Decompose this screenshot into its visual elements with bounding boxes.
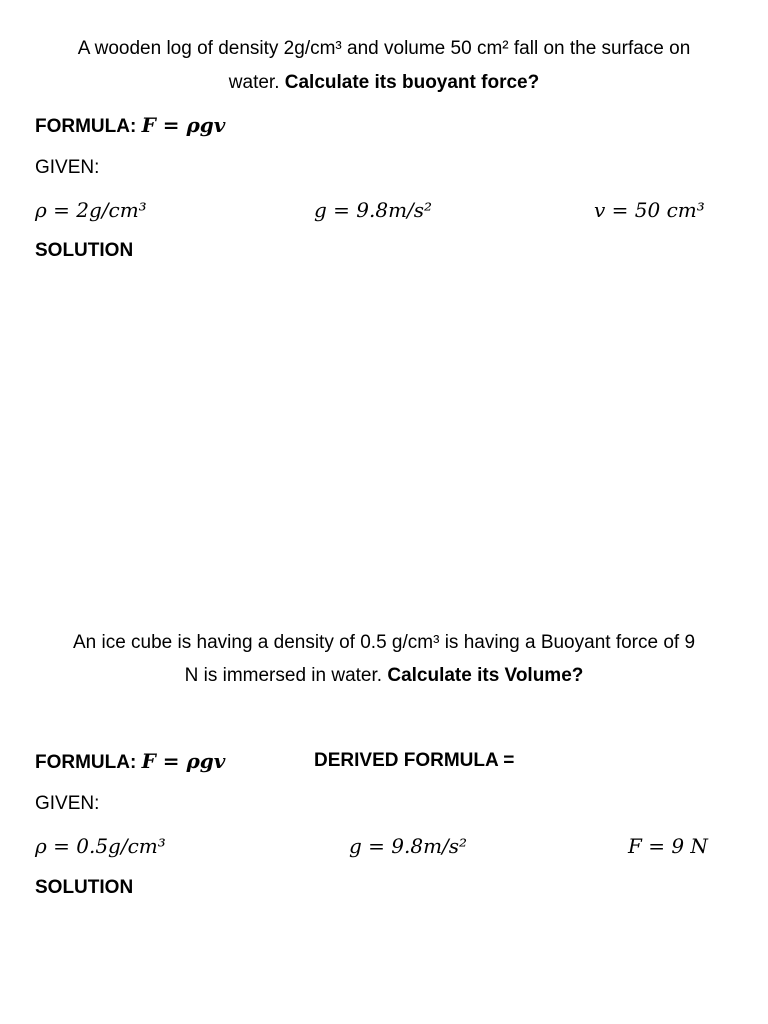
problem1-question-text: water. bbox=[228, 72, 285, 93]
problem2-given-gravity: g = 9.8m/s² bbox=[349, 834, 468, 858]
problem1-formula-expression: F = ρgv bbox=[141, 113, 226, 137]
problem1-question-ask: Calculate its buoyant force? bbox=[284, 72, 540, 93]
problem1-given-volume: v = 50 cm³ bbox=[594, 198, 705, 222]
problem2-formula-label: FORMULA: bbox=[35, 752, 142, 773]
problem1-given-label: GIVEN: bbox=[35, 157, 100, 178]
problem2-question-text: N is immersed in water. bbox=[184, 665, 388, 686]
problem1-given-gravity: g = 9.8m/s² bbox=[314, 198, 433, 222]
problem2-derived-formula-label: DERIVED FORMULA = bbox=[314, 750, 515, 771]
problem2-formula bbox=[35, 749, 225, 775]
problem2-formula-expression: F = ρgv bbox=[141, 749, 226, 773]
problem1-formula-label: FORMULA: bbox=[35, 116, 142, 137]
problem2-given-label: GIVEN: bbox=[35, 793, 100, 814]
problem2-solution-label: SOLUTION bbox=[35, 877, 134, 898]
problem2-question-line1: An ice cube is having a density of 0.5 g/cm³ is having a Buoyant force of 9 bbox=[72, 632, 696, 653]
problem1-solution-label: SOLUTION bbox=[35, 240, 134, 261]
problem1-formula bbox=[35, 113, 225, 139]
problem1-given-density: ρ = 2g/cm³ bbox=[35, 198, 147, 222]
problem2-question-ask: Calculate its Volume? bbox=[387, 665, 584, 686]
problem1-question-line2 bbox=[0, 71, 768, 95]
problem1-question-line1: A wooden log of density 2g/cm³ and volume 50 cm² fall on the surface on bbox=[77, 38, 691, 59]
problem2-given-density: ρ = 0.5g/cm³ bbox=[35, 834, 166, 858]
problem2-given-force: F = 9 N bbox=[628, 834, 708, 858]
problem2-question-line2 bbox=[0, 664, 768, 688]
